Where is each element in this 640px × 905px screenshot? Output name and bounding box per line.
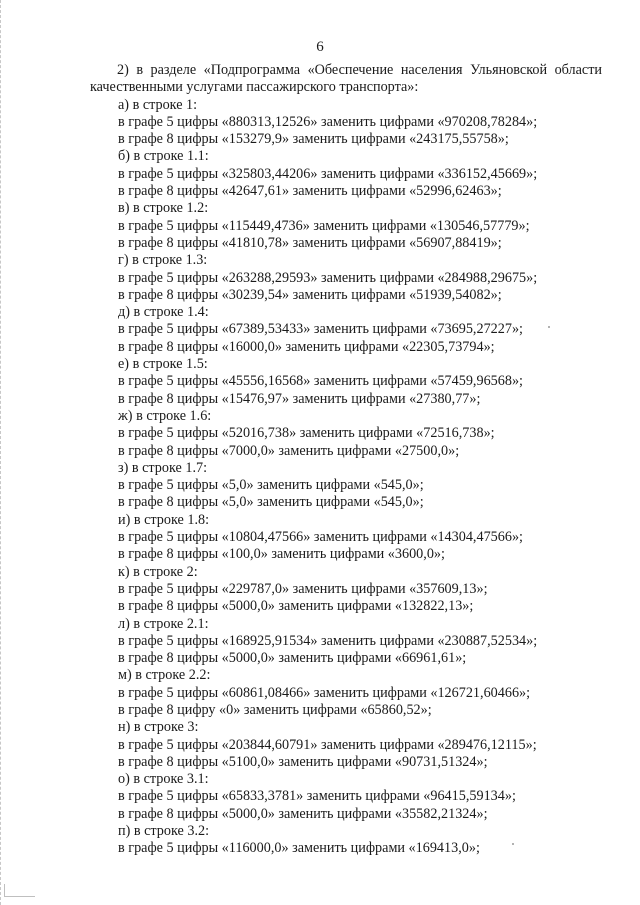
amendment-line: в графе 5 цифры «168925,91534» заменить цифрами «230887,52534»;	[118, 632, 538, 649]
amendment-item-heading: ж) в строке 1.6:	[118, 407, 212, 424]
amendment-line: в графе 5 цифры «115449,4736» заменить цифрами «130546,57779»;	[118, 217, 530, 234]
amendment-item-heading: п) в строке 3.2:	[118, 823, 210, 840]
amendment-line: в графе 8 цифры «30239,54» заменить цифрами «51939,54082»;	[118, 286, 502, 303]
amendment-line: в графе 8 цифры «5000,0» заменить цифрами «66961,61»;	[118, 650, 467, 667]
amendment-line: в графе 8 цифры «100,0» заменить цифрами «3600,0»;	[118, 546, 445, 563]
amendment-item-heading: а) в строке 1:	[118, 96, 198, 113]
amendment-line: в графе 8 цифры «5100,0» заменить цифрами «90731,51324»;	[118, 753, 488, 770]
amendment-line: в графе 5 цифры «116000,0» заменить цифрами «169413,0»;	[118, 840, 480, 857]
amendment-line: в графе 5 цифры «229787,0» заменить цифрами «357609,13»;	[118, 580, 488, 597]
document-body	[90, 62, 602, 858]
amendment-item-heading: е) в строке 1.5:	[118, 356, 208, 373]
amendment-line: в графе 8 цифры «5,0» заменить цифрами «545,0»;	[118, 494, 424, 511]
amendment-line: в графе 8 цифры «42647,61» заменить цифрами «52996,62463»;	[118, 183, 502, 200]
amendment-item-heading: в) в строке 1.2:	[118, 200, 209, 217]
scan-edge	[0, 0, 4, 905]
amendment-item-heading: к) в строке 2:	[118, 563, 198, 580]
amendment-line: в графе 5 цифры «5,0» заменить цифрами «545,0»;	[118, 477, 424, 494]
amendment-line: в графе 8 цифры «153279,9» заменить цифрами «243175,55758»;	[118, 131, 509, 148]
amendment-line: в графе 5 цифры «65833,3781» заменить цифрами «96415,59134»;	[118, 788, 516, 805]
amendment-item-heading: з) в строке 1.7:	[118, 459, 208, 476]
amendment-line: в графе 8 цифры «7000,0» заменить цифрами «27500,0»;	[118, 442, 460, 459]
amendment-line: в графе 8 цифры «5000,0» заменить цифрами «35582,21324»;	[118, 805, 488, 822]
amendment-item-heading: д) в строке 1.4:	[118, 304, 209, 321]
amendment-line: в графе 5 цифры «880313,12526» заменить цифрами «970208,78284»;	[118, 113, 538, 130]
section-intro-paragraph: 2) в разделе «Подпрограмма «Обеспечение населения Ульяновской области качественными услугами пассажирского транспорта»:	[90, 62, 602, 96]
amendment-item-heading: н) в строке 3:	[118, 719, 199, 736]
amendment-line: в графе 5 цифры «325803,44206» заменить цифрами «336152,45669»;	[118, 165, 538, 182]
amendment-line: в графе 5 цифры «263288,29593» заменить цифрами «284988,29675»;	[118, 269, 538, 286]
amendment-line: в графе 8 цифры «16000,0» заменить цифрами «22305,73794»;	[118, 338, 495, 355]
amendment-item-heading: м) в строке 2.2:	[118, 667, 211, 684]
amendment-item-heading: б) в строке 1.1:	[118, 148, 209, 165]
amendment-item-heading: л) в строке 2.1:	[118, 615, 209, 632]
amendment-line: в графе 5 цифры «60861,08466» заменить цифрами «126721,60466»;	[118, 684, 531, 701]
amendment-item-heading: г) в строке 1.3:	[118, 252, 208, 269]
amendment-line: в графе 5 цифры «45556,16568» заменить цифрами «57459,96568»;	[118, 373, 523, 390]
amendment-line: в графе 8 цифры «15476,97» заменить цифрами «27380,77»;	[118, 390, 481, 407]
amendment-item-heading: о) в строке 3.1:	[118, 771, 209, 788]
page-number: 6	[316, 39, 324, 55]
amendment-line: в графе 8 цифры «5000,0» заменить цифрами «132822,13»;	[118, 598, 474, 615]
amendment-list	[90, 97, 602, 858]
amendment-line: в графе 5 цифры «52016,738» заменить цифрами «72516,738»;	[118, 425, 495, 442]
amendment-line: в графе 8 цифры «41810,78» заменить цифрами «56907,88419»;	[118, 234, 502, 251]
scan-corner-mark	[4, 884, 35, 897]
amendment-item-heading: и) в строке 1.8:	[118, 511, 210, 528]
amendment-line: в графе 5 цифры «203844,60791» заменить цифрами «289476,12115»;	[118, 736, 537, 753]
amendment-line: в графе 8 цифру «0» заменить цифрами «65860,52»;	[118, 701, 432, 718]
amendment-line: в графе 5 цифры «67389,53433» заменить цифрами «73695,27227»;	[118, 321, 523, 338]
amendment-line: в графе 5 цифры «10804,47566» заменить цифрами «14304,47566»;	[118, 529, 523, 546]
